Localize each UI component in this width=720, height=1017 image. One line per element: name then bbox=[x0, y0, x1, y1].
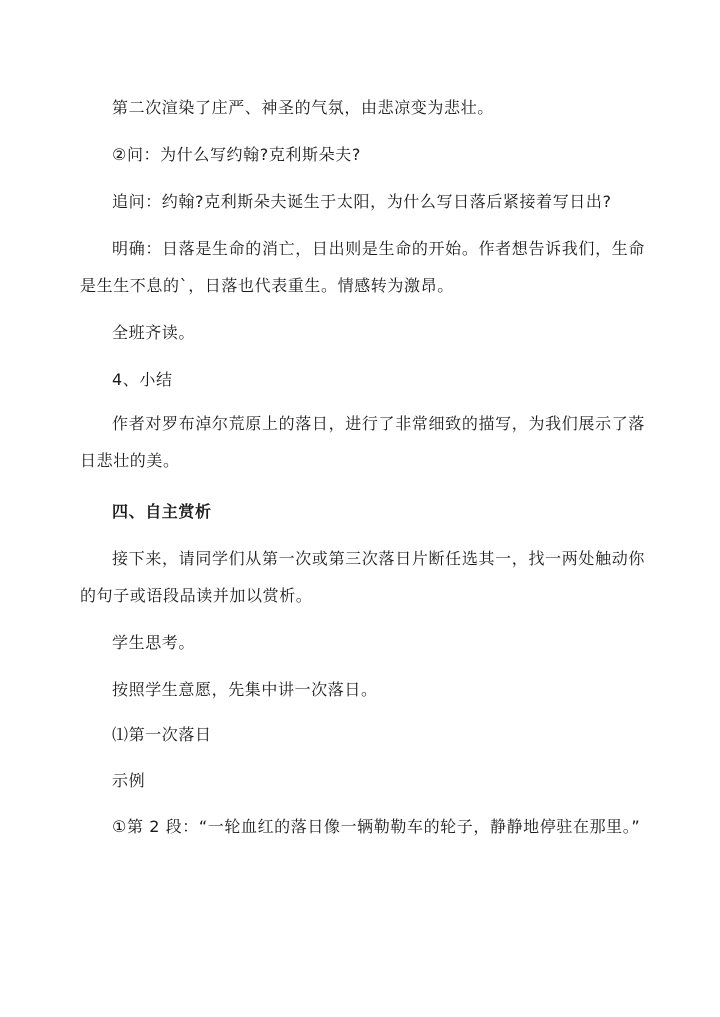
paragraph-10 bbox=[80, 624, 645, 661]
paragraph-6 bbox=[80, 361, 645, 398]
section-heading bbox=[80, 493, 645, 530]
paragraph-12-text: ⑴第一次落日 bbox=[112, 725, 212, 744]
paragraph-13 bbox=[80, 762, 645, 799]
paragraph-3 bbox=[80, 183, 645, 220]
paragraph-10-text: 学生思考。 bbox=[112, 633, 196, 652]
paragraph-9-text: 接下来，请同学们从第一次或第三次落日片断任选其一，找一两处触动你的句子或语段品读并加以赏析。 bbox=[80, 549, 645, 605]
paragraph-13-text: 示例 bbox=[112, 771, 146, 790]
section-heading-text: 四、自主赏析 bbox=[112, 502, 212, 521]
paragraph-2-text: ②问：为什么写约翰?克利斯朵夫? bbox=[112, 145, 361, 164]
paragraph-3-text: 追问：约翰?克利斯朵夫诞生于太阳，为什么写日落后紧接着写日出? bbox=[112, 192, 612, 211]
paragraph-7-text: 作者对罗布淖尔荒原上的落日，进行了非常细致的描写，为我们展示了落日悲壮的美。 bbox=[80, 414, 645, 470]
paragraph-2 bbox=[80, 136, 645, 173]
paragraph-1 bbox=[80, 89, 645, 126]
paragraph-12 bbox=[80, 716, 645, 753]
paragraph-5-text: 全班齐读。 bbox=[112, 323, 196, 342]
paragraph-11 bbox=[80, 671, 645, 708]
paragraph-4-text: 明确：日落是生命的消亡，日出则是生命的开始。作者想告诉我们，生命是生生不息的`，日落也代表重生。情感转为激昂。 bbox=[80, 239, 645, 295]
paragraph-4 bbox=[80, 230, 645, 304]
paragraph-1-text: 第二次渲染了庄严、神圣的气氛，由悲凉变为悲壮。 bbox=[112, 98, 494, 117]
paragraph-6-text: 4、小结 bbox=[112, 370, 173, 389]
paragraph-14 bbox=[80, 808, 645, 845]
paragraph-14-text: ①第 2 段：“一轮血红的落日像一辆勒勒车的轮子，静静地停驻在那里。” bbox=[112, 817, 641, 836]
paragraph-7 bbox=[80, 405, 645, 479]
paragraph-9 bbox=[80, 540, 645, 614]
paragraph-5 bbox=[80, 314, 645, 351]
paragraph-11-text: 按照学生意愿，先集中讲一次落日。 bbox=[112, 680, 378, 699]
